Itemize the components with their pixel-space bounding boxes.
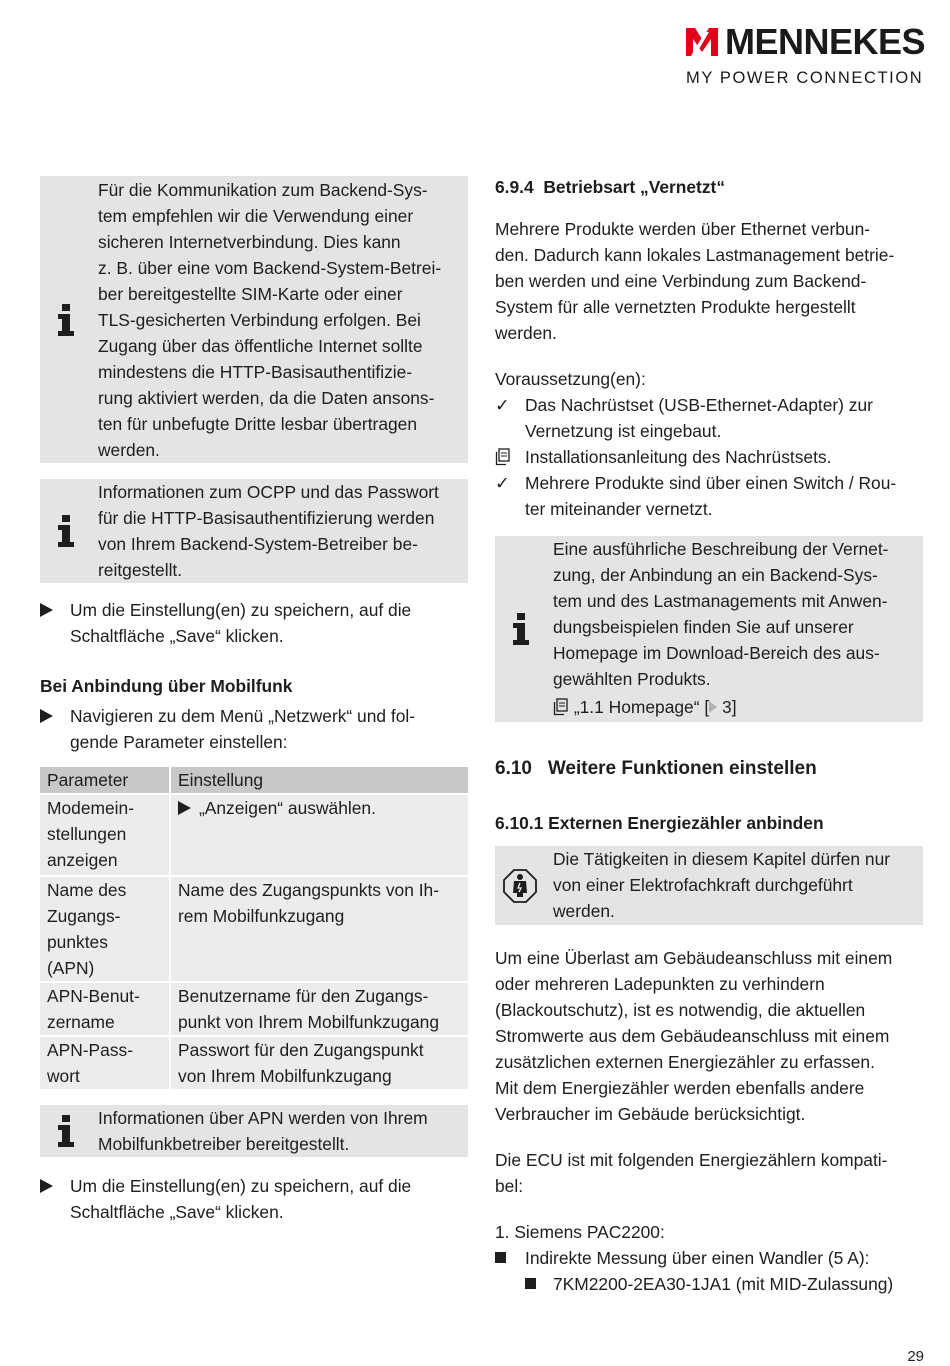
param-cell: [40, 983, 171, 1035]
info-note-backend: [40, 176, 468, 463]
list-subitem: [525, 1271, 923, 1297]
page-number: 29: [907, 1348, 924, 1365]
square-bullet-icon: [495, 1245, 519, 1271]
para-line: Die ECU ist mit folgenden Energiezählern kompati-: [495, 1150, 888, 1170]
cell-line: rem Mobilfunkzugang: [178, 906, 345, 926]
compatibility-paragraph: [495, 1147, 923, 1199]
value-cell: [171, 795, 468, 875]
left-column: [40, 176, 468, 1225]
homepage-reference[interactable]: [553, 694, 917, 720]
para-line: Mehrere Produkte werden über Ethernet verbun-: [495, 219, 871, 239]
note-line: für die HTTP-Basisauthentifizierung werden: [98, 508, 435, 528]
prereq-item: [495, 470, 923, 522]
cell-line: wort: [47, 1066, 80, 1086]
note-text: [553, 536, 917, 720]
mennekes-logo: [686, 21, 926, 88]
brand-name: MENNEKES: [725, 21, 926, 62]
table-header-row: [40, 767, 468, 793]
info-icon: [511, 613, 531, 645]
cell-line: Modemein-: [47, 798, 134, 818]
prereq-line: Vernetzung ist eingebaut.: [525, 421, 722, 441]
cell-line: APN-Benut-: [47, 986, 140, 1006]
note-line: Mobilfunkbetreiber bereitgestellt.: [98, 1134, 350, 1154]
para-line: (Blackoutschutz), ist es notwendig, die aktuellen: [495, 1000, 866, 1020]
para-line: oder mehreren Ladepunkten zu verhindern: [495, 974, 825, 994]
step-save-1: [40, 597, 468, 649]
note-line: von Ihrem Backend-System-Betreiber be-: [98, 534, 418, 554]
note-line: mindestens die HTTP-Basisauthentifizie-: [98, 362, 413, 382]
prerequisites-label: Voraussetzung(en):: [495, 369, 646, 389]
warning-line: Die Tätigkeiten in diesem Kapitel dürfen nur: [553, 849, 891, 869]
para-line: System für alle vernetzten Produkte hergestellt: [495, 297, 856, 317]
note-line: Homepage im Download-Bereich des aus-: [553, 643, 880, 663]
step-line: gende Parameter einstellen:: [70, 732, 288, 752]
cell-line: Name des: [47, 880, 127, 900]
heading-mobilfunk: Bei Anbindung über Mobilfunk: [40, 676, 293, 696]
note-line: Informationen zum OCPP und das Passwort: [98, 482, 439, 502]
value-cell: [171, 1037, 468, 1089]
arrow-icon: [40, 703, 64, 729]
brand-tagline: MY POWER CONNECTION: [686, 69, 924, 87]
cell-line: Zugangs-: [47, 906, 121, 926]
note-line: Zugang über das öffentliche Internet sollte: [98, 336, 423, 356]
note-text: [98, 479, 462, 583]
note-line: sicheren Internetverbindung. Dies kann: [98, 232, 401, 252]
note-line: gewählten Produkts.: [553, 669, 711, 689]
note-line: rung aktiviert werden, da die Daten ansons-: [98, 388, 435, 408]
note-line: TLS-gesicherten Verbindung erfolgen. Bei: [98, 310, 421, 330]
heading-6-10: 6.10 Weitere Funktionen einstellen: [495, 758, 817, 779]
cell-line: anzeigen: [47, 850, 118, 870]
param-cell: [40, 1037, 171, 1089]
cell-line: von Ihrem Mobilfunkzugang: [178, 1066, 392, 1086]
note-line: reitgestellt.: [98, 560, 183, 580]
cell-text: „Anzeigen“ auswählen.: [199, 798, 376, 818]
para-line: Mit dem Energiezähler werden ebenfalls andere: [495, 1078, 865, 1098]
step-line: Navigieren zu dem Menü „Netzwerk“ und fol-: [70, 706, 416, 726]
value-cell: [171, 877, 468, 981]
arrow-icon: [40, 597, 64, 623]
prereq-line: Das Nachrüstset (USB-Ethernet-Adapter) zur: [525, 395, 873, 415]
list-subitem-text: 7KM2200-2EA30-1JA1 (mit MID-Zulassung): [553, 1274, 894, 1294]
table-row: [40, 983, 468, 1035]
para-line: werden.: [495, 323, 557, 343]
note-line: ten für unbefugte Dritte lesbar übertragen: [98, 414, 418, 434]
para-line: Um eine Überlast am Gebäudeanschluss mit einem: [495, 948, 893, 968]
arrow-icon: [40, 1173, 64, 1199]
info-icon: [56, 304, 76, 336]
list-item-text: Indirekte Messung über einen Wandler (5 A):: [525, 1248, 870, 1268]
note-line: Informationen über APN werden von Ihrem: [98, 1108, 428, 1128]
step-line: Schaltfläche „Save“ klicken.: [70, 626, 284, 646]
intro-paragraph: [495, 216, 923, 346]
table-row: [40, 795, 468, 875]
value-cell: [171, 983, 468, 1035]
para-line: den. Dadurch kann lokales Lastmanagement betrie-: [495, 245, 895, 265]
step-save-2: [40, 1173, 468, 1225]
cell-line: stellungen: [47, 824, 127, 844]
step-line: Um die Einstellung(en) zu speichern, auf die: [70, 1176, 412, 1196]
arrow-icon: [178, 801, 191, 815]
note-line: Für die Kommunikation zum Backend-Sys-: [98, 180, 428, 200]
check-icon: ✓: [495, 473, 510, 493]
column-header-parameter: Parameter: [40, 767, 171, 793]
reference-page: 3]: [717, 697, 737, 717]
cell-line: Passwort für den Zugangspunkt: [178, 1040, 424, 1060]
meter-list-title: 1. Siemens PAC2200:: [495, 1222, 665, 1242]
prereq-line: ter miteinander vernetzt.: [525, 499, 713, 519]
info-note-apn: [40, 1105, 468, 1157]
table-row: [40, 1037, 468, 1089]
column-header-einstellung: Einstellung: [171, 767, 468, 793]
square-bullet-icon: [525, 1271, 549, 1297]
cell-line: Benutzername für den Zugangs-: [178, 986, 429, 1006]
warning-line: werden.: [553, 901, 615, 921]
note-text: [98, 177, 462, 463]
para-line: bel:: [495, 1176, 524, 1196]
info-icon: [56, 1115, 76, 1147]
note-line: z. B. über eine vom Backend-System-Betrei-: [98, 258, 442, 278]
parameter-table: [40, 765, 468, 1091]
note-line: Eine ausführliche Beschreibung der Vernet-: [553, 539, 889, 559]
step-navigate: [40, 703, 468, 755]
prereq-item: [495, 444, 923, 470]
table-row: [40, 877, 468, 981]
cell-line: punktes: [47, 932, 108, 952]
note-line: zung, der Anbindung an ein Backend-Sys-: [553, 565, 878, 585]
cell-line: APN-Pass-: [47, 1040, 134, 1060]
cell-line: zername: [47, 1012, 115, 1032]
cell-line: [178, 795, 462, 821]
prereq-line: Mehrere Produkte sind über einen Switch / Rou-: [525, 473, 897, 493]
cell-line: (APN): [47, 958, 95, 978]
info-note-ocpp: [40, 479, 468, 583]
note-line: tem und des Lastmanagements mit Anwen-: [553, 591, 888, 611]
overload-paragraph: [495, 945, 923, 1127]
cell-line: punkt von Ihrem Mobilfunkzugang: [178, 1012, 440, 1032]
warning-text: [553, 846, 917, 925]
para-line: Stromwerte aus dem Gebäudeanschluss mit einem: [495, 1026, 890, 1046]
note-line: ber bereitgestellte SIM-Karte oder einer: [98, 284, 403, 304]
para-line: Verbraucher im Gebäude berücksichtigt.: [495, 1104, 806, 1124]
document-icon: [553, 698, 569, 716]
para-line: zusätzlichen externen Energiezähler zu erfassen.: [495, 1052, 875, 1072]
mennekes-mark-icon: [686, 28, 718, 56]
note-text: [98, 1105, 462, 1157]
step-line: Schaltfläche „Save“ klicken.: [70, 1202, 284, 1222]
warning-electrician: [495, 846, 923, 925]
step-line: Um die Einstellung(en) zu speichern, auf die: [70, 600, 412, 620]
info-icon: [56, 515, 76, 547]
list-item: [495, 1245, 923, 1271]
para-line: ben werden und eine Verbindung zum Backend-: [495, 271, 867, 291]
note-line: tem empfehlen wir die Verwendung einer: [98, 206, 414, 226]
param-cell: [40, 795, 171, 875]
heading-6-9-4: 6.9.4 Betriebsart „Vernetzt“: [495, 177, 726, 197]
page-arrow-icon: [709, 701, 717, 713]
check-icon: ✓: [495, 395, 510, 415]
param-cell: [40, 877, 171, 981]
heading-6-10-1: 6.10.1 Externen Energiezähler anbinden: [495, 813, 824, 833]
prereq-item: [495, 392, 923, 444]
reference-text: „1.1 Homepage“ [: [573, 697, 710, 717]
right-column: [495, 176, 923, 1297]
document-icon: [495, 444, 519, 470]
prereq-line: Installationsanleitung des Nachrüstsets.: [525, 447, 832, 467]
note-line: dungsbeispielen finden Sie auf unserer: [553, 617, 854, 637]
warning-line: von einer Elektrofachkraft durchgeführt: [553, 875, 853, 895]
cell-line: Name des Zugangspunkts von Ih-: [178, 880, 440, 900]
info-note-network: [495, 536, 923, 722]
note-line: werden.: [98, 440, 160, 460]
electrician-warning-icon: [503, 869, 537, 903]
